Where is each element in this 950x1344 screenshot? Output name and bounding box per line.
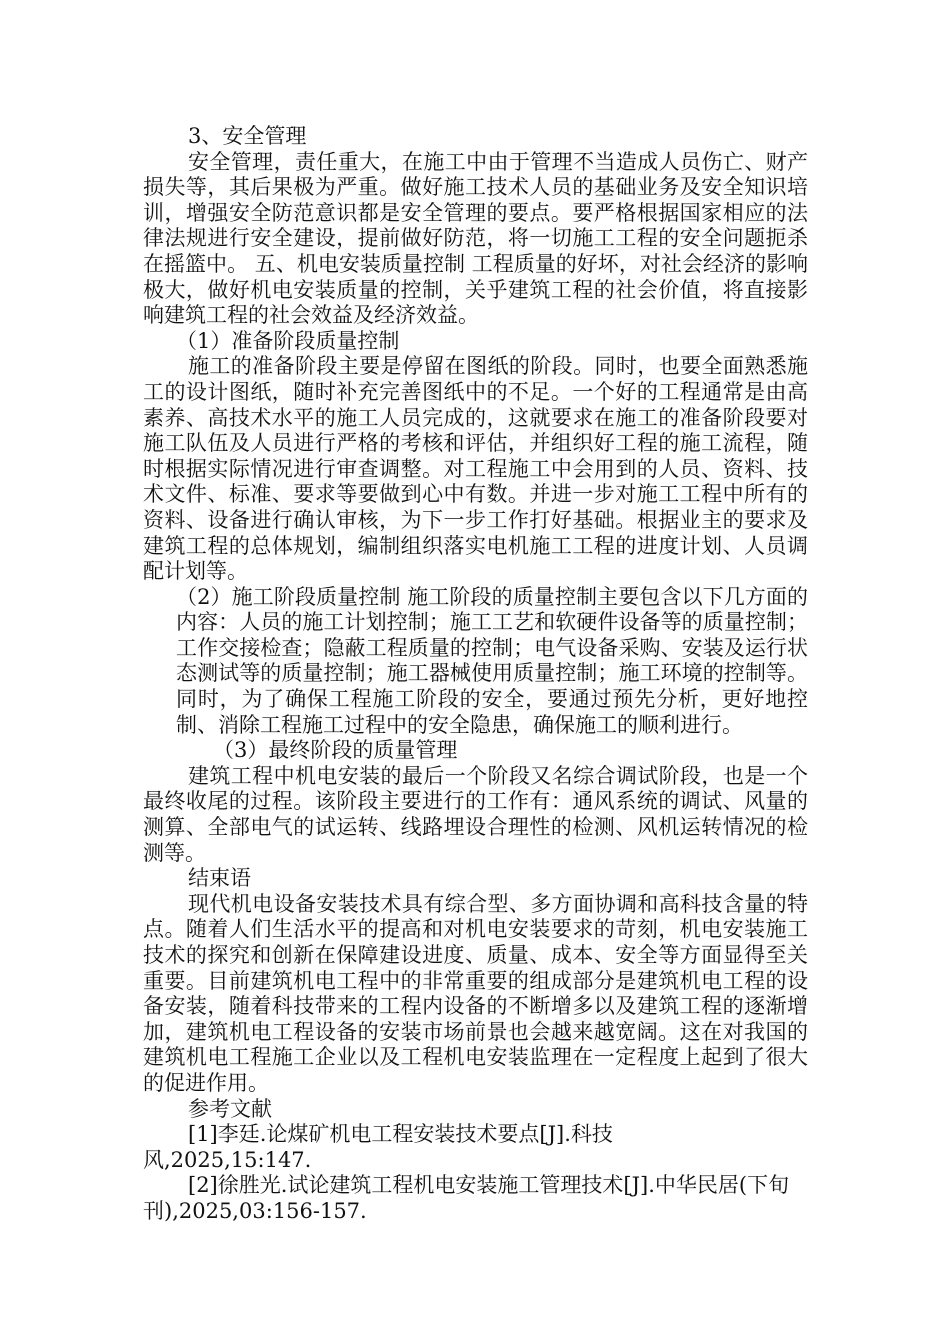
conclusion-heading: 结束语: [188, 866, 251, 891]
final-stage-heading: （3）最终阶段的质量管理: [213, 738, 458, 763]
construction-stage-paragraph: （2）施工阶段质量控制 施工阶段的质量控制主要包含以下几方面的内容：人员的施工计划控制；施工工艺和软硬件设备等的质量控制；工作交接检查；隐蔽工程质量的控制；电气设备采购、安装及运行状态测试等的质量控制；施工器械使用质量控制；施工环境的控制等。 同时，为了确保工程施工阶段的安全，要通过预先分析，更好地控制、消除工程施工过程中的安全隐患，确保施工的顺利进行。: [176, 584, 808, 737]
conclusion-paragraph: 现代机电设备安装技术具有综合型、多方面协调和高科技含量的特点。随着人们生活水平的提高和对机电安装要求的苛刻，机电安装施工技术的探究和创新在保障建设进度、质量、成本、安全等方面显得至关重要。目前建筑机电工程中的非常重要的组成部分是建筑机电工程的设备安装，随着科技带来的工程内设备的不断增多以及建筑工程的逐渐增加，建筑机电工程设备的安装市场前景也会越来越宽阔。这在对我国的建筑机电工程施工企业以及工程机电安装监理在一定程度上起到了很大的促进作用。: [143, 891, 808, 1095]
document-body: [143, 124, 808, 1225]
safety-paragraph: 安全管理，责任重大，在施工中由于管理不当造成人员伤亡、财产损失等，其后果极为严重。做好施工技术人员的基础业务及安全知识培训，增强安全防范意识都是安全管理的要点。要严格根据国家相应的法律法规进行安全建设，提前做好防范，将一切施工工程的安全问题扼杀在摇篮中。 五、机电安装质量控制 工程质量的好坏，对社会经济的影响极大，做好机电安装质量的控制，关乎建筑工程的社会价值，将直接影响建筑工程的社会效益及经济效益。: [143, 149, 808, 328]
prep-stage-heading: （1）准备阶段质量控制: [176, 328, 400, 353]
final-stage-paragraph: 建筑工程中机电安装的最后一个阶段又名综合调试阶段，也是一个最终收尾的过程。该阶段主要进行的工作有：通风系统的调试、风量的测算、全部电气的试运转、线路埋设合理性的检测、风机运转情况的检测等。: [143, 763, 808, 865]
safety-heading: 3、安全管理: [188, 124, 307, 148]
prep-stage-paragraph: 施工的准备阶段主要是停留在图纸的阶段。同时，也要全面熟悉施工的设计图纸，随时补充完善图纸中的不足。一个好的工程通常是由高素养、高技术水平的施工人员完成的，这就要求在施工的准备阶段要对施工队伍及人员进行严格的考核和评估，并组织好工程的施工流程，随时根据实际情况进行审查调整。对工程施工中会用到的人员、资料、技术文件、标准、要求等要做到心中有数。并进一步对施工工程中所有的资料、设备进行确认审核，为下一步工作打好基础。根据业主的要求及建筑工程的总体规划，编制组织落实电机施工工程的进度计划、人员调配计划等。: [143, 354, 808, 584]
reference-item-2: [2]徐胜光.试论建筑工程机电安装施工管理技术[J].中华民居(下旬刊),2025,03:156-157.: [143, 1173, 790, 1223]
references-heading: 参考文献: [188, 1096, 272, 1121]
reference-item-1: [1]李廷.论煤矿机电工程安装技术要点[J].科技风,2025,15:147.: [143, 1122, 613, 1172]
